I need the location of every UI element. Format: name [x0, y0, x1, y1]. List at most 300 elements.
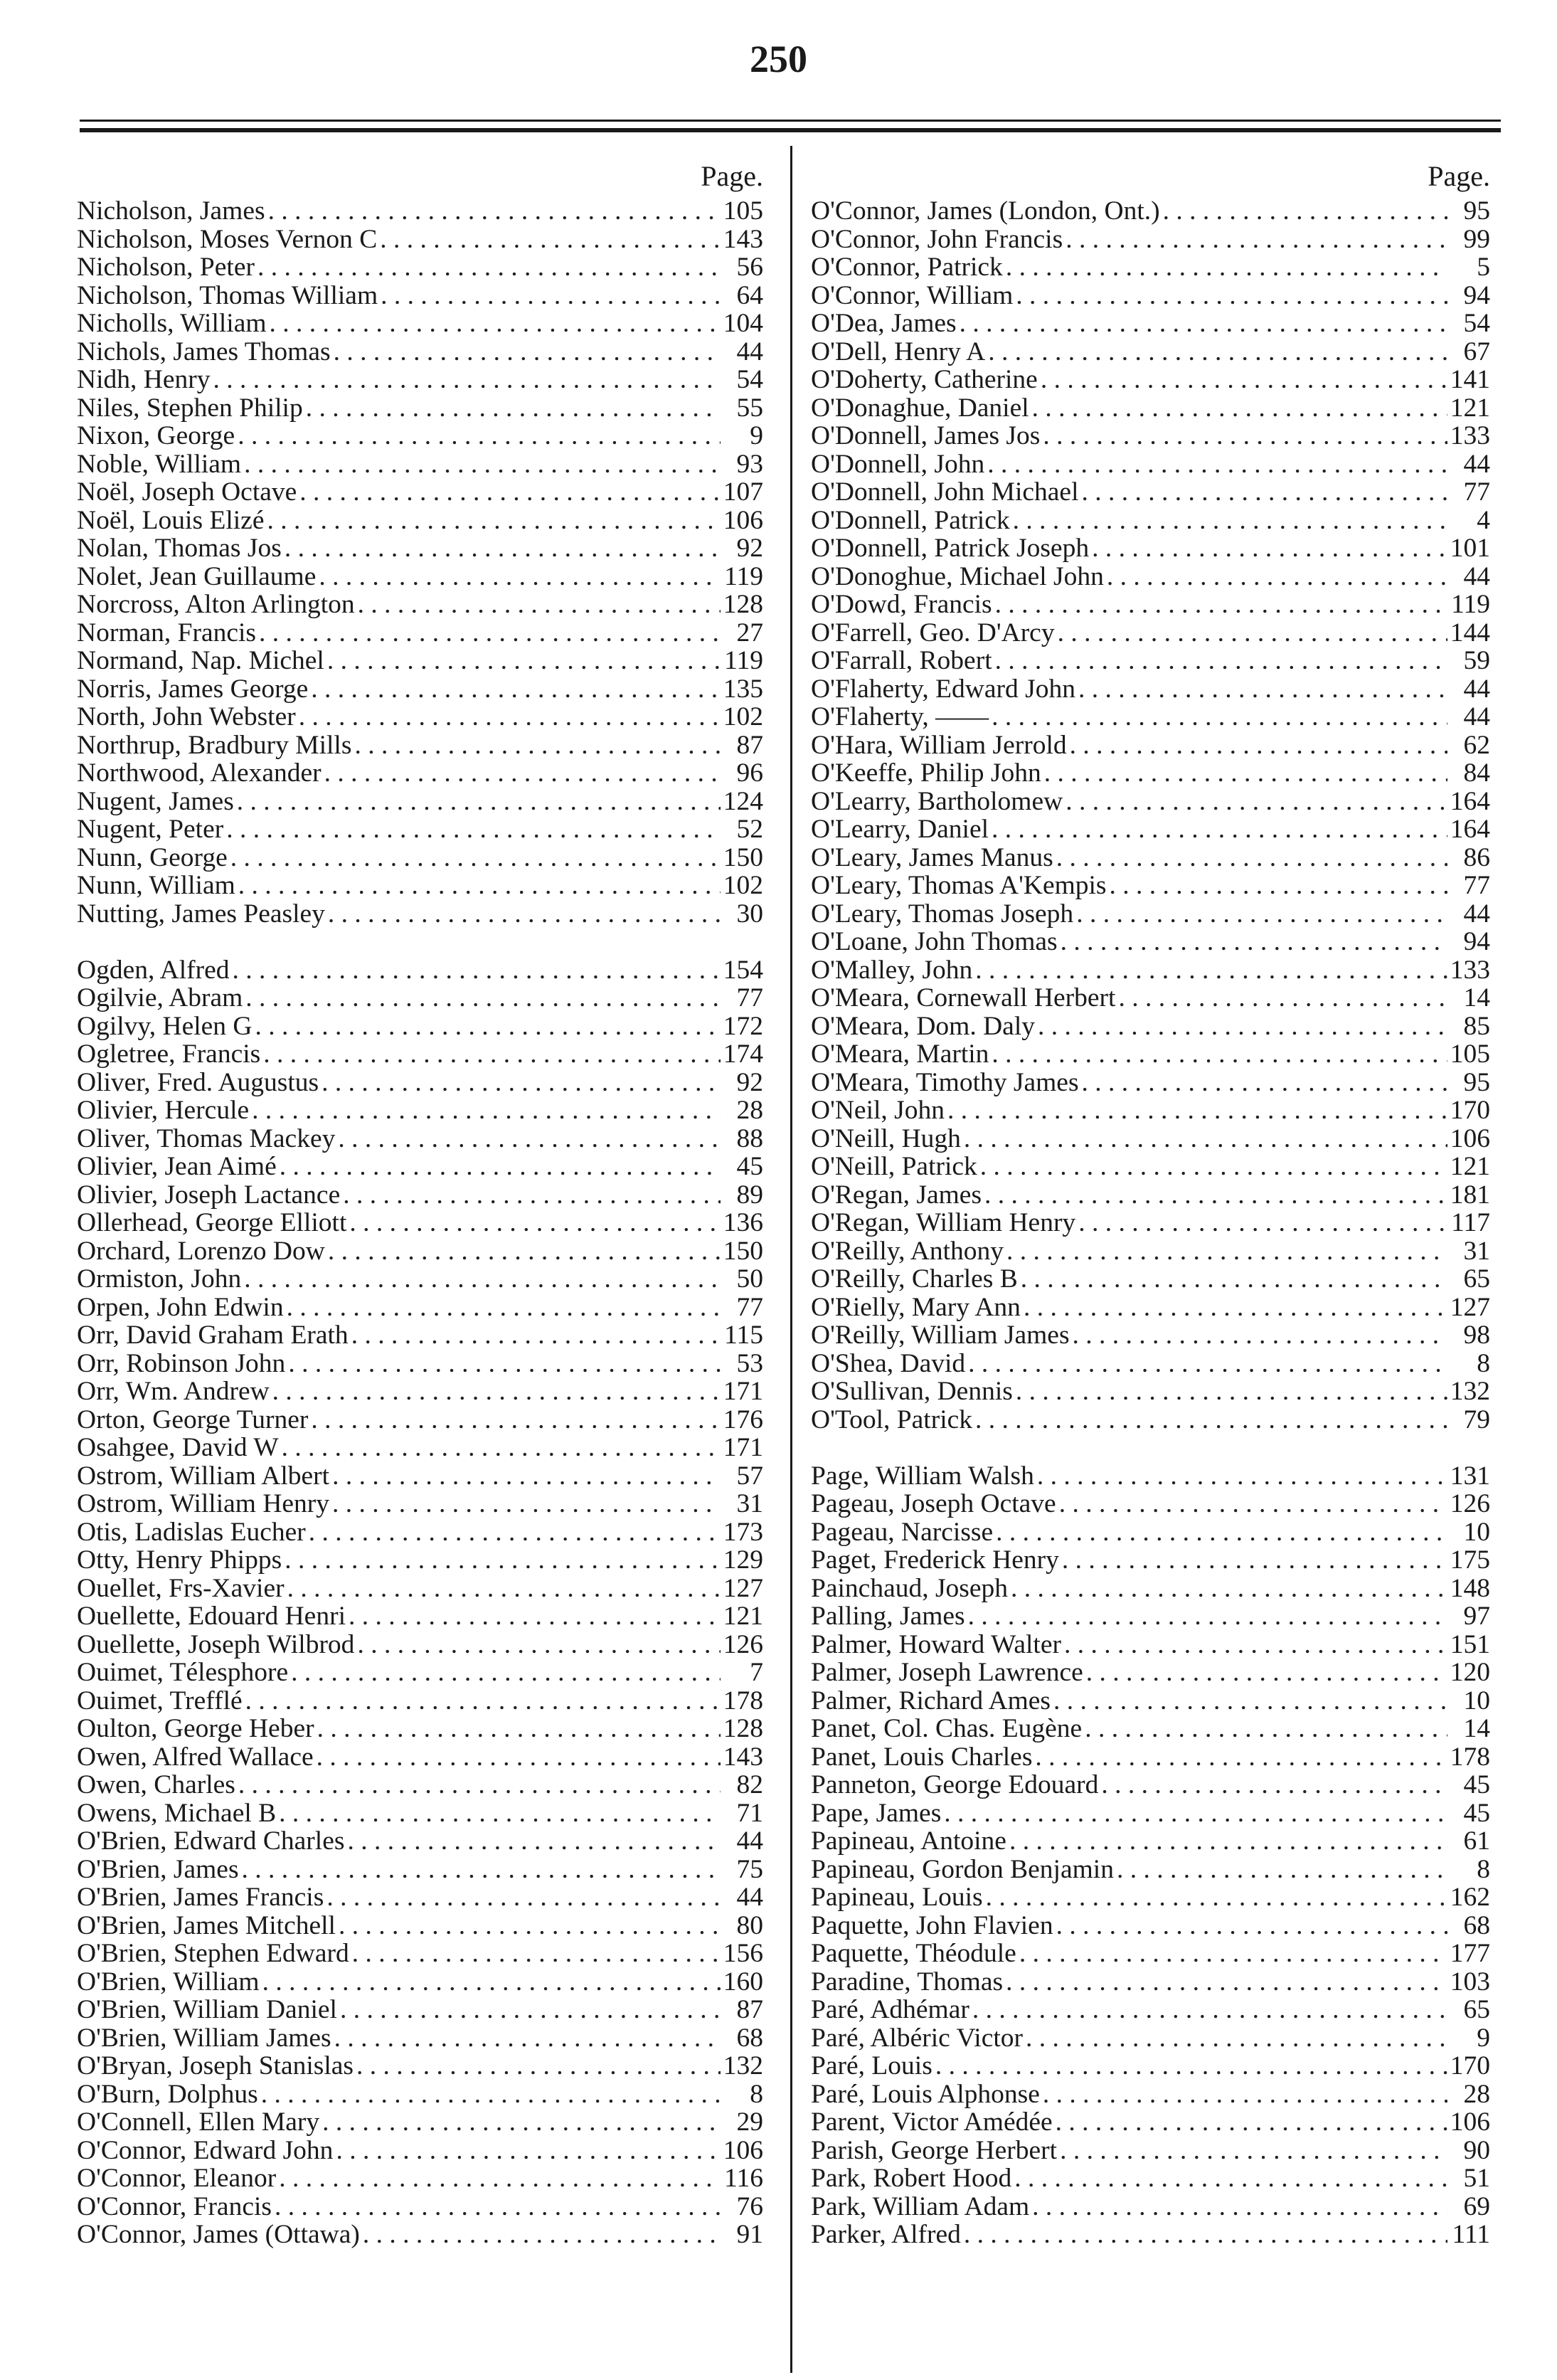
entry-name: Ogden, Alfred — [77, 955, 230, 985]
dot-leader — [980, 1151, 1447, 1182]
entry-page-number: 5 — [1477, 253, 1490, 282]
dot-leader — [226, 814, 721, 845]
entry-name: O'Donnell, John Michael — [811, 477, 1079, 507]
dot-leader — [322, 2107, 721, 2137]
index-entry — [811, 618, 1490, 646]
entry-name: Otis, Ladislas Eucher — [77, 1517, 306, 1547]
dot-leader — [964, 2219, 1447, 2250]
entry-name: O'Brien, William James — [77, 2023, 331, 2053]
dot-leader — [1066, 224, 1447, 255]
left-entries — [77, 196, 763, 2248]
dot-leader — [1006, 1236, 1447, 1266]
index-entry — [811, 505, 1490, 534]
dot-leader — [972, 1994, 1447, 2025]
entry-name: Palmer, Joseph Lawrence — [811, 1658, 1083, 1687]
index-entry — [811, 1320, 1490, 1348]
entry-page-number: 57 — [736, 1461, 763, 1491]
entry-name: O'Donaghue, Daniel — [811, 393, 1029, 423]
dot-leader — [1024, 1292, 1447, 1323]
entry-page-number: 177 — [1450, 1939, 1490, 1968]
entry-name: Parent, Victor Amédée — [811, 2107, 1053, 2137]
index-entry — [77, 1236, 763, 1264]
dot-leader — [1006, 1967, 1447, 1997]
dot-leader — [311, 1405, 720, 1435]
dot-leader — [1035, 1742, 1447, 1772]
entry-page-number: 106 — [723, 505, 763, 535]
entry-name: O'Bryan, Joseph Stanislas — [77, 2051, 354, 2080]
index-entry — [811, 1910, 1490, 1939]
index-entry — [77, 674, 763, 702]
entry-name: O'Donnell, John — [811, 449, 985, 479]
entry-page-number: 172 — [723, 1011, 763, 1041]
index-entry — [811, 1686, 1490, 1714]
entry-page-number: 45 — [736, 1152, 763, 1181]
index-entry — [811, 449, 1490, 477]
dot-leader — [944, 1798, 1447, 1829]
dot-leader — [1056, 2107, 1447, 2137]
dot-leader — [291, 1657, 721, 1688]
index-entry — [77, 702, 763, 730]
dot-leader — [1117, 1854, 1447, 1885]
index-entry — [77, 505, 763, 534]
index-entry — [77, 224, 763, 253]
dot-leader — [238, 1770, 721, 1800]
index-entry — [77, 758, 763, 786]
index-entry — [77, 1826, 763, 1854]
index-entry — [811, 252, 1490, 280]
entry-page-number: 44 — [1463, 674, 1490, 704]
entry-page-number: 101 — [1450, 534, 1490, 563]
entry-name: Nugent, James — [77, 786, 234, 816]
entry-name: O'Neil, John — [811, 1096, 945, 1125]
index-entry — [811, 533, 1490, 561]
index-entry — [811, 1657, 1490, 1686]
entry-page-number: 111 — [1452, 2220, 1490, 2249]
entry-page-number: 65 — [1463, 1264, 1490, 1294]
entry-page-number: 65 — [1463, 1995, 1490, 2024]
dot-leader — [1016, 1376, 1447, 1407]
index-entry — [811, 2135, 1490, 2164]
index-entry — [811, 702, 1490, 730]
entry-page-number: 104 — [723, 309, 763, 338]
left-column-header — [77, 153, 763, 196]
right-column — [811, 153, 1490, 2248]
group-separator — [811, 1432, 1490, 1461]
entry-name: Paquette, John Flavien — [811, 1910, 1053, 1940]
dot-leader — [1016, 280, 1447, 311]
dot-leader — [1041, 364, 1447, 395]
left-column — [77, 153, 763, 2248]
index-entry — [77, 1657, 763, 1686]
entry-page-number: 7 — [750, 1658, 763, 1687]
dot-leader — [1163, 196, 1447, 226]
dot-leader — [267, 505, 720, 536]
index-entry — [811, 674, 1490, 702]
index-entry — [811, 2079, 1490, 2107]
index-entry — [811, 364, 1490, 393]
dot-leader — [1053, 1686, 1447, 1716]
index-entry — [77, 1967, 763, 1995]
entry-name: Ouimet, Trefflé — [77, 1686, 243, 1715]
entry-name: O'Donnell, Patrick — [811, 505, 1010, 535]
entry-page-number: 50 — [736, 1264, 763, 1294]
dot-leader — [1078, 674, 1447, 704]
entry-name: O'Meara, Timothy James — [811, 1067, 1079, 1097]
index-entry — [811, 1488, 1490, 1517]
index-entry — [811, 1938, 1490, 1967]
entry-name: Orton, George Turner — [77, 1405, 309, 1434]
dot-leader — [381, 280, 721, 311]
entry-page-number: 119 — [724, 561, 763, 591]
entry-page-number: 150 — [723, 1236, 763, 1266]
dot-leader — [347, 1826, 721, 1856]
dot-leader — [935, 2051, 1447, 2081]
dot-leader — [1021, 1264, 1447, 1294]
entry-name: Paré, Louis Alphonse — [811, 2079, 1040, 2109]
dot-leader — [995, 589, 1447, 620]
dot-leader — [326, 1882, 721, 1913]
index-entry — [811, 224, 1490, 253]
index-entry — [811, 421, 1490, 449]
index-entry — [811, 1236, 1490, 1264]
entry-page-number: 28 — [736, 1096, 763, 1125]
entry-name: Nicholson, Peter — [77, 253, 255, 282]
entry-page-number: 85 — [1463, 1011, 1490, 1041]
index-entry — [811, 1292, 1490, 1321]
index-entry — [811, 2023, 1490, 2051]
entry-name: Nolet, Jean Guillaume — [77, 561, 317, 591]
dot-leader — [1061, 926, 1447, 957]
dot-leader — [238, 870, 721, 901]
entry-page-number: 14 — [1463, 983, 1490, 1012]
dot-leader — [328, 899, 721, 929]
index-entry — [811, 2163, 1490, 2191]
entry-page-number: 173 — [723, 1517, 763, 1547]
entry-name: O'Hara, William Jerrold — [811, 730, 1067, 760]
dot-leader — [299, 702, 721, 732]
entry-name: Orr, Robinson John — [77, 1348, 286, 1378]
dot-leader — [992, 814, 1447, 845]
entry-name: Papineau, Gordon Benjamin — [811, 1854, 1114, 1884]
entry-name: Noble, William — [77, 449, 242, 479]
entry-page-number: 156 — [723, 1939, 763, 1968]
dot-leader — [338, 1123, 721, 1154]
entry-name: Ouimet, Télesphore — [77, 1658, 289, 1687]
entry-name: O'Connor, John Francis — [811, 224, 1063, 254]
index-entry — [77, 2051, 763, 2079]
entry-page-number: 170 — [1450, 1096, 1490, 1125]
entry-page-number: 94 — [1463, 280, 1490, 310]
entry-name: O'Donnell, Patrick Joseph — [811, 534, 1090, 563]
entry-page-number: 45 — [1463, 1770, 1490, 1799]
entry-name: Northwood, Alexander — [77, 758, 322, 788]
entry-name: O'Loane, John Thomas — [811, 927, 1058, 956]
index-entry — [811, 1207, 1490, 1236]
dot-leader — [343, 1180, 721, 1210]
entry-name: O'Reilly, Charles B — [811, 1264, 1018, 1294]
entry-name: Painchaud, Joseph — [811, 1573, 1009, 1603]
entry-page-number: 44 — [1463, 702, 1490, 731]
entry-page-number: 176 — [723, 1405, 763, 1434]
index-entry — [811, 2107, 1490, 2135]
entry-page-number: 44 — [1463, 561, 1490, 591]
right-entries — [811, 196, 1490, 2248]
entry-page-number: 171 — [723, 1377, 763, 1406]
dot-leader — [332, 1488, 721, 1519]
index-entry — [77, 1770, 763, 1798]
dot-leader — [279, 1798, 721, 1829]
entry-page-number: 98 — [1463, 1321, 1490, 1350]
index-entry — [811, 842, 1490, 871]
dot-leader — [324, 758, 721, 788]
entry-name: Paré, Louis — [811, 2051, 932, 2080]
entry-name: O'Regan, James — [811, 1180, 982, 1210]
entry-page-number: 102 — [723, 871, 763, 900]
entry-name: North, John Webster — [77, 702, 296, 731]
dot-leader — [252, 1095, 721, 1126]
entry-name: Parker, Alfred — [811, 2220, 961, 2249]
entry-page-number: 80 — [736, 1910, 763, 1940]
entry-page-number: 94 — [1463, 927, 1490, 956]
entry-name: Norcross, Alton Arlington — [77, 590, 355, 619]
page-label: Page. — [701, 160, 763, 192]
entry-name: Page, William Walsh — [811, 1461, 1034, 1491]
entry-page-number: 92 — [736, 534, 763, 563]
dot-leader — [259, 618, 721, 648]
dot-leader — [1043, 2079, 1447, 2110]
dot-leader — [262, 1967, 721, 1997]
entry-name: Orr, Wm. Andrew — [77, 1377, 270, 1406]
entry-name: Paquette, Théodule — [811, 1939, 1016, 1968]
dot-leader — [288, 1348, 721, 1379]
entry-page-number: 117 — [1451, 1208, 1490, 1237]
entry-page-number: 132 — [1450, 1377, 1490, 1406]
index-entry — [811, 1882, 1490, 1910]
index-entry — [77, 1039, 763, 1067]
entry-name: O'Meara, Cornewall Herbert — [811, 983, 1116, 1012]
entry-name: Parish, George Herbert — [811, 2135, 1058, 2165]
dot-leader — [1013, 505, 1447, 536]
dot-leader — [995, 645, 1447, 676]
entry-page-number: 14 — [1463, 1714, 1490, 1743]
index-entry — [811, 870, 1490, 899]
header-rule-thin — [80, 120, 1501, 122]
index-entry — [811, 1039, 1490, 1067]
index-entry — [77, 561, 763, 590]
entry-page-number: 68 — [1463, 1910, 1490, 1940]
entry-name: Osahgee, David W — [77, 1433, 279, 1462]
dot-leader — [987, 449, 1447, 480]
dot-leader — [1101, 1770, 1447, 1800]
entry-page-number: 133 — [1450, 955, 1490, 985]
entry-page-number: 96 — [736, 758, 763, 788]
entry-name: Ormiston, John — [77, 1264, 242, 1294]
entry-page-number: 178 — [1450, 1742, 1490, 1772]
index-entry — [77, 1292, 763, 1321]
index-entry — [77, 1320, 763, 1348]
entry-page-number: 131 — [1450, 1461, 1490, 1491]
index-entry — [811, 1742, 1490, 1770]
entry-page-number: 150 — [723, 842, 763, 872]
entry-name: O'Learry, Bartholomew — [811, 786, 1063, 816]
entry-name: Norris, James George — [77, 674, 309, 704]
index-entry — [77, 196, 763, 224]
dot-leader — [306, 393, 721, 423]
dot-leader — [317, 1742, 721, 1772]
entry-name: Ouellet, Frs-Xavier — [77, 1573, 285, 1603]
entry-name: O'Connor, James (London, Ont.) — [811, 196, 1160, 226]
index-entry — [77, 1151, 763, 1180]
page-number: 250 — [750, 38, 807, 80]
dot-leader — [1056, 1910, 1447, 1941]
entry-name: Paradine, Thomas — [811, 1967, 1004, 1996]
dot-leader — [245, 983, 721, 1013]
entry-page-number: 127 — [1450, 1292, 1490, 1322]
dot-leader — [380, 224, 721, 255]
entry-name: Pape, James — [811, 1798, 942, 1828]
dot-leader — [1076, 899, 1447, 929]
entry-name: O'Reilly, William James — [811, 1321, 1070, 1350]
entry-name: Paré, Adhémar — [811, 1995, 969, 2024]
dot-leader — [1043, 421, 1447, 451]
entry-page-number: 144 — [1450, 618, 1490, 647]
entry-page-number: 82 — [736, 1770, 763, 1799]
index-entry — [811, 1770, 1490, 1798]
index-entry — [811, 2051, 1490, 2079]
index-entry — [77, 955, 763, 983]
index-entry — [77, 1629, 763, 1658]
index-entry — [77, 364, 763, 393]
entry-name: Nicholson, Moses Vernon C — [77, 224, 378, 254]
index-entry — [77, 1180, 763, 1208]
index-entry — [811, 1573, 1490, 1602]
entry-page-number: 105 — [1450, 1040, 1490, 1069]
entry-page-number: 89 — [736, 1180, 763, 1210]
index-entry — [77, 477, 763, 505]
entry-name: Nicholson, Thomas William — [77, 280, 378, 310]
entry-name: Papineau, Antoine — [811, 1826, 1006, 1856]
entry-name: Nicholson, James — [77, 196, 265, 226]
index-entry — [77, 1123, 763, 1152]
entry-page-number: 162 — [1450, 1883, 1490, 1912]
entry-page-number: 128 — [723, 1714, 763, 1743]
entry-name: Nunn, William — [77, 871, 235, 900]
index-entry — [811, 955, 1490, 983]
dot-leader — [349, 1207, 720, 1238]
index-entry — [811, 561, 1490, 590]
dot-leader — [255, 1011, 720, 1042]
dot-leader — [356, 2051, 721, 2081]
dot-leader — [242, 1854, 721, 1885]
entry-page-number: 107 — [723, 477, 763, 507]
entry-page-number: 87 — [736, 1995, 763, 2024]
entry-page-number: 95 — [1463, 1067, 1490, 1097]
index-entry — [811, 758, 1490, 786]
header-rule-thick — [80, 128, 1501, 132]
index-entry — [77, 252, 763, 280]
entry-page-number: 106 — [1450, 1123, 1490, 1153]
entry-name: Nunn, George — [77, 842, 228, 872]
dot-leader — [309, 1517, 721, 1548]
index-entry — [77, 2079, 763, 2107]
entry-page-number: 59 — [1463, 646, 1490, 675]
index-entry — [77, 1545, 763, 1573]
entry-page-number: 31 — [1463, 1236, 1490, 1266]
entry-page-number: 93 — [736, 449, 763, 479]
entry-page-number: 68 — [736, 2023, 763, 2053]
entry-page-number: 171 — [723, 1433, 763, 1462]
entry-page-number: 10 — [1463, 1517, 1490, 1547]
index-entry — [811, 814, 1490, 842]
entry-page-number: 51 — [1463, 2164, 1490, 2193]
entry-name: O'Dowd, Francis — [811, 590, 992, 619]
entry-page-number: 55 — [736, 393, 763, 423]
dot-leader — [988, 337, 1447, 367]
dot-leader — [1078, 1207, 1447, 1238]
entry-name: O'Connor, Patrick — [811, 253, 1003, 282]
entry-page-number: 164 — [1450, 815, 1490, 844]
entry-name: Oliver, Fred. Augustus — [77, 1067, 319, 1097]
index-entry — [77, 1601, 763, 1629]
entry-name: O'Burn, Dolphus — [77, 2079, 258, 2109]
entry-page-number: 90 — [1463, 2135, 1490, 2165]
entry-page-number: 151 — [1450, 1629, 1490, 1659]
index-entry — [77, 280, 763, 309]
entry-page-number: 143 — [723, 1742, 763, 1772]
entry-name: Paré, Albéric Victor — [811, 2023, 1024, 2053]
index-entry — [77, 1011, 763, 1040]
index-entry — [77, 2135, 763, 2164]
entry-name: O'Brien, Edward Charles — [77, 1826, 345, 1856]
index-entry — [77, 1348, 763, 1377]
index-entry — [811, 2219, 1490, 2248]
entry-name: Olivier, Hercule — [77, 1096, 250, 1125]
entry-name: Ouellette, Edouard Henri — [77, 1602, 346, 1631]
dot-leader — [244, 1264, 721, 1294]
entry-page-number: 4 — [1477, 505, 1490, 535]
entry-name: O'Farrell, Geo. D'Arcy — [811, 618, 1055, 647]
index-entry — [77, 421, 763, 449]
index-entry — [811, 1151, 1490, 1180]
entry-name: Ogilvie, Abram — [77, 983, 243, 1012]
entry-name: Paget, Frederick Henry — [811, 1545, 1059, 1575]
index-entry — [77, 1264, 763, 1292]
dot-leader — [349, 1601, 721, 1631]
index-entry — [77, 308, 763, 337]
entry-name: Orchard, Lorenzo Dow — [77, 1236, 325, 1266]
entry-page-number: 75 — [736, 1854, 763, 1884]
entry-name: Pageau, Narcisse — [811, 1517, 994, 1547]
entry-name: O'Connor, Eleanor — [77, 2164, 277, 2193]
dot-leader — [244, 449, 721, 480]
page-label: Page. — [1428, 160, 1490, 192]
entry-name: Nidh, Henry — [77, 365, 211, 394]
entry-name: Owen, Alfred Wallace — [77, 1742, 314, 1772]
entry-name: Nicholls, William — [77, 309, 267, 338]
entry-name: Ogilvy, Helen G — [77, 1011, 253, 1041]
index-entry — [811, 1461, 1490, 1489]
index-entry — [77, 1994, 763, 2023]
entry-name: O'Flaherty, Edward John — [811, 674, 1075, 704]
dot-leader — [280, 1151, 721, 1182]
dot-leader — [1044, 758, 1447, 788]
entry-page-number: 67 — [1463, 337, 1490, 366]
dot-leader — [947, 1095, 1447, 1126]
entry-page-number: 116 — [724, 2164, 763, 2193]
entry-page-number: 164 — [1450, 786, 1490, 816]
dot-leader — [1038, 1011, 1447, 1042]
entry-name: O'Reilly, Anthony — [811, 1236, 1004, 1266]
